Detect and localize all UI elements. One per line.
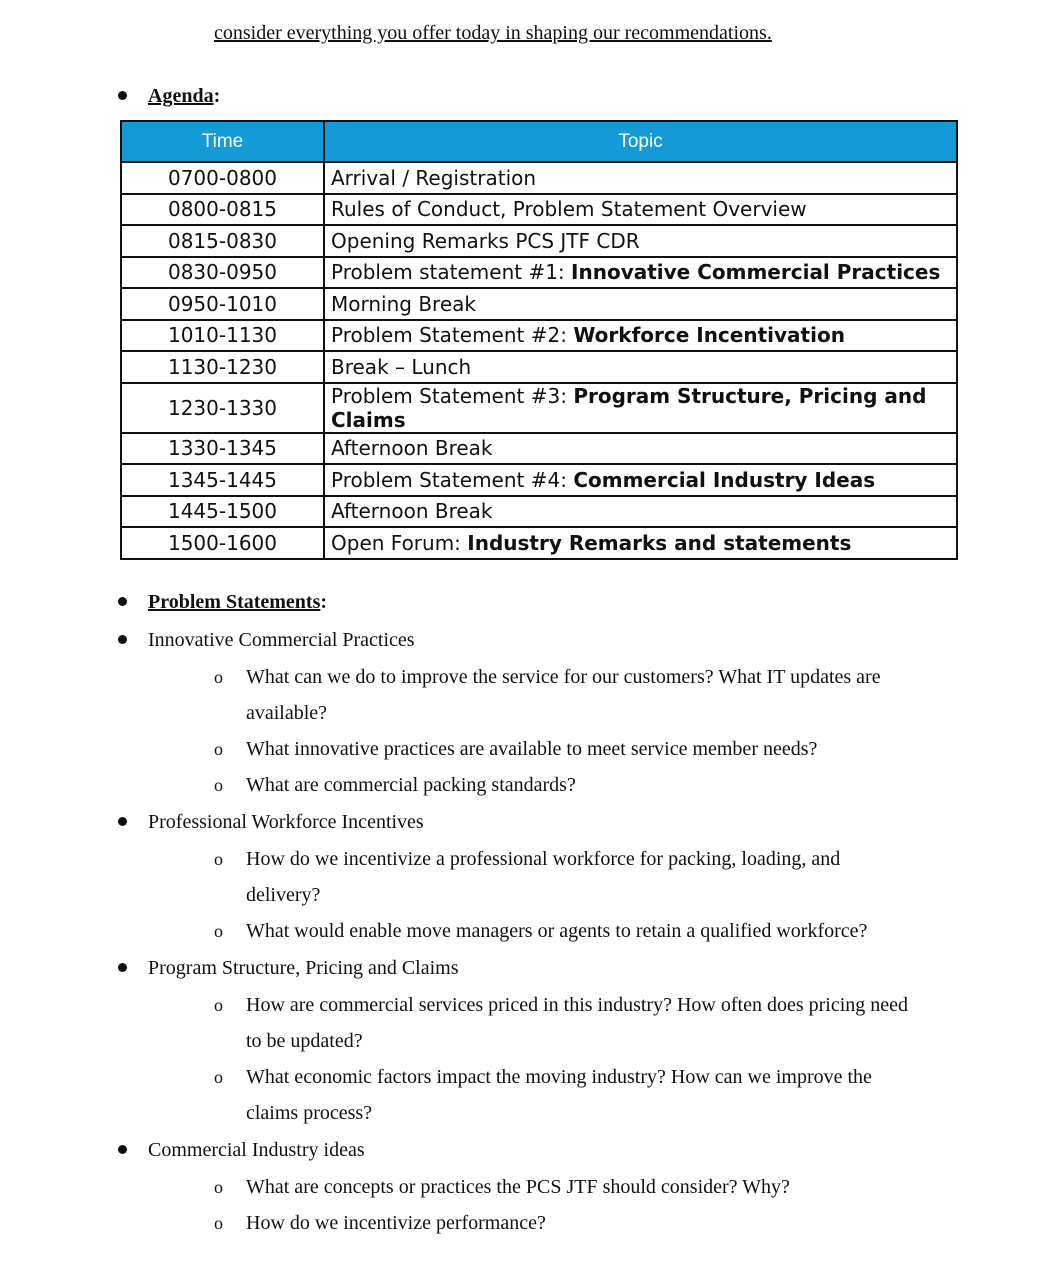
time-cell: 1345-1445 xyxy=(121,464,324,496)
bullet-icon xyxy=(118,635,127,644)
topic-cell: Afternoon Break xyxy=(324,433,957,465)
column-header-time: Time xyxy=(121,121,324,162)
table-row xyxy=(121,351,957,383)
circle-bullet-icon: o xyxy=(214,775,223,795)
list-item: o What economic factors impact the moving industry? How can we improve the claims process? xyxy=(214,1059,914,1131)
bullet-icon xyxy=(118,1145,127,1154)
column-header-topic: Topic xyxy=(324,121,957,162)
table-row xyxy=(121,527,957,559)
circle-bullet-icon: o xyxy=(214,1177,223,1197)
time-cell: 0815-0830 xyxy=(121,225,324,257)
problem-group-title: Innovative Commercial Practices xyxy=(118,629,415,652)
bullet-icon xyxy=(118,963,127,972)
list-item: o How do we incentivize performance? xyxy=(214,1205,914,1241)
circle-bullet-icon: o xyxy=(214,667,223,687)
topic-cell: Open Forum: Industry Remarks and statements xyxy=(324,527,957,559)
topic-cell: Afternoon Break xyxy=(324,496,957,528)
table-row xyxy=(121,225,957,257)
agenda-header-row xyxy=(121,121,957,162)
topic-cell: Rules of Conduct, Problem Statement Overview xyxy=(324,194,957,226)
time-cell: 1330-1345 xyxy=(121,433,324,465)
time-cell: 1010-1130 xyxy=(121,320,324,352)
time-cell: 0800-0815 xyxy=(121,194,324,226)
list-item: o What innovative practices are available to meet service member needs? xyxy=(214,731,914,767)
time-cell: 0830-0950 xyxy=(121,257,324,289)
table-row xyxy=(121,162,957,194)
topic-cell: Arrival / Registration xyxy=(324,162,957,194)
topic-cell: Morning Break xyxy=(324,288,957,320)
circle-bullet-icon: o xyxy=(214,1213,223,1233)
topic-cell: Opening Remarks PCS JTF CDR xyxy=(324,225,957,257)
time-cell: 1230-1330 xyxy=(121,383,324,433)
list-item: o How do we incentivize a professional workforce for packing, loading, and delivery? xyxy=(214,841,914,913)
table-row xyxy=(121,383,957,433)
time-cell: 1500-1600 xyxy=(121,527,324,559)
table-row xyxy=(121,496,957,528)
agenda-heading: Agenda: xyxy=(148,85,221,107)
agenda-heading-row xyxy=(118,85,220,108)
problem-group-title: Program Structure, Pricing and Claims xyxy=(118,957,459,980)
intro-line: consider everything you offer today in shaping our recommendations. xyxy=(214,22,772,44)
table-row xyxy=(121,288,957,320)
problems-heading: Problem Statements: xyxy=(148,591,328,613)
circle-bullet-icon: o xyxy=(214,995,223,1015)
list-item: o How are commercial services priced in this industry? How often does pricing need to be updated? xyxy=(214,987,914,1059)
bullet-icon xyxy=(118,597,127,606)
list-item: o What can we do to improve the service for our customers? What IT updates are available? xyxy=(214,659,914,731)
list-item: o What would enable move managers or agents to retain a qualified workforce? xyxy=(214,913,914,949)
bullet-icon xyxy=(118,91,127,100)
time-cell: 1130-1230 xyxy=(121,351,324,383)
list-item: o What are concepts or practices the PCS JTF should consider? Why? xyxy=(214,1169,914,1205)
problems-heading-row xyxy=(118,591,327,614)
topic-cell: Problem statement #1: Innovative Commercial Practices xyxy=(324,257,957,289)
table-row xyxy=(121,194,957,226)
circle-bullet-icon: o xyxy=(214,849,223,869)
bullet-icon xyxy=(118,817,127,826)
problem-group-title: Professional Workforce Incentives xyxy=(118,811,424,834)
problem-group-title: Commercial Industry ideas xyxy=(118,1139,365,1162)
topic-cell: Problem Statement #3: Program Structure, Pricing and Claims xyxy=(324,383,957,433)
table-row xyxy=(121,257,957,289)
circle-bullet-icon: o xyxy=(214,1067,223,1087)
table-row xyxy=(121,320,957,352)
time-cell: 1445-1500 xyxy=(121,496,324,528)
circle-bullet-icon: o xyxy=(214,739,223,759)
circle-bullet-icon: o xyxy=(214,921,223,941)
time-cell: 0950-1010 xyxy=(121,288,324,320)
time-cell: 0700-0800 xyxy=(121,162,324,194)
agenda-table xyxy=(120,120,958,560)
list-item: o What are commercial packing standards? xyxy=(214,767,914,803)
topic-cell: Problem Statement #4: Commercial Industry Ideas xyxy=(324,464,957,496)
topic-cell: Problem Statement #2: Workforce Incentivation xyxy=(324,320,957,352)
topic-cell: Break – Lunch xyxy=(324,351,957,383)
table-row xyxy=(121,433,957,465)
table-row xyxy=(121,464,957,496)
